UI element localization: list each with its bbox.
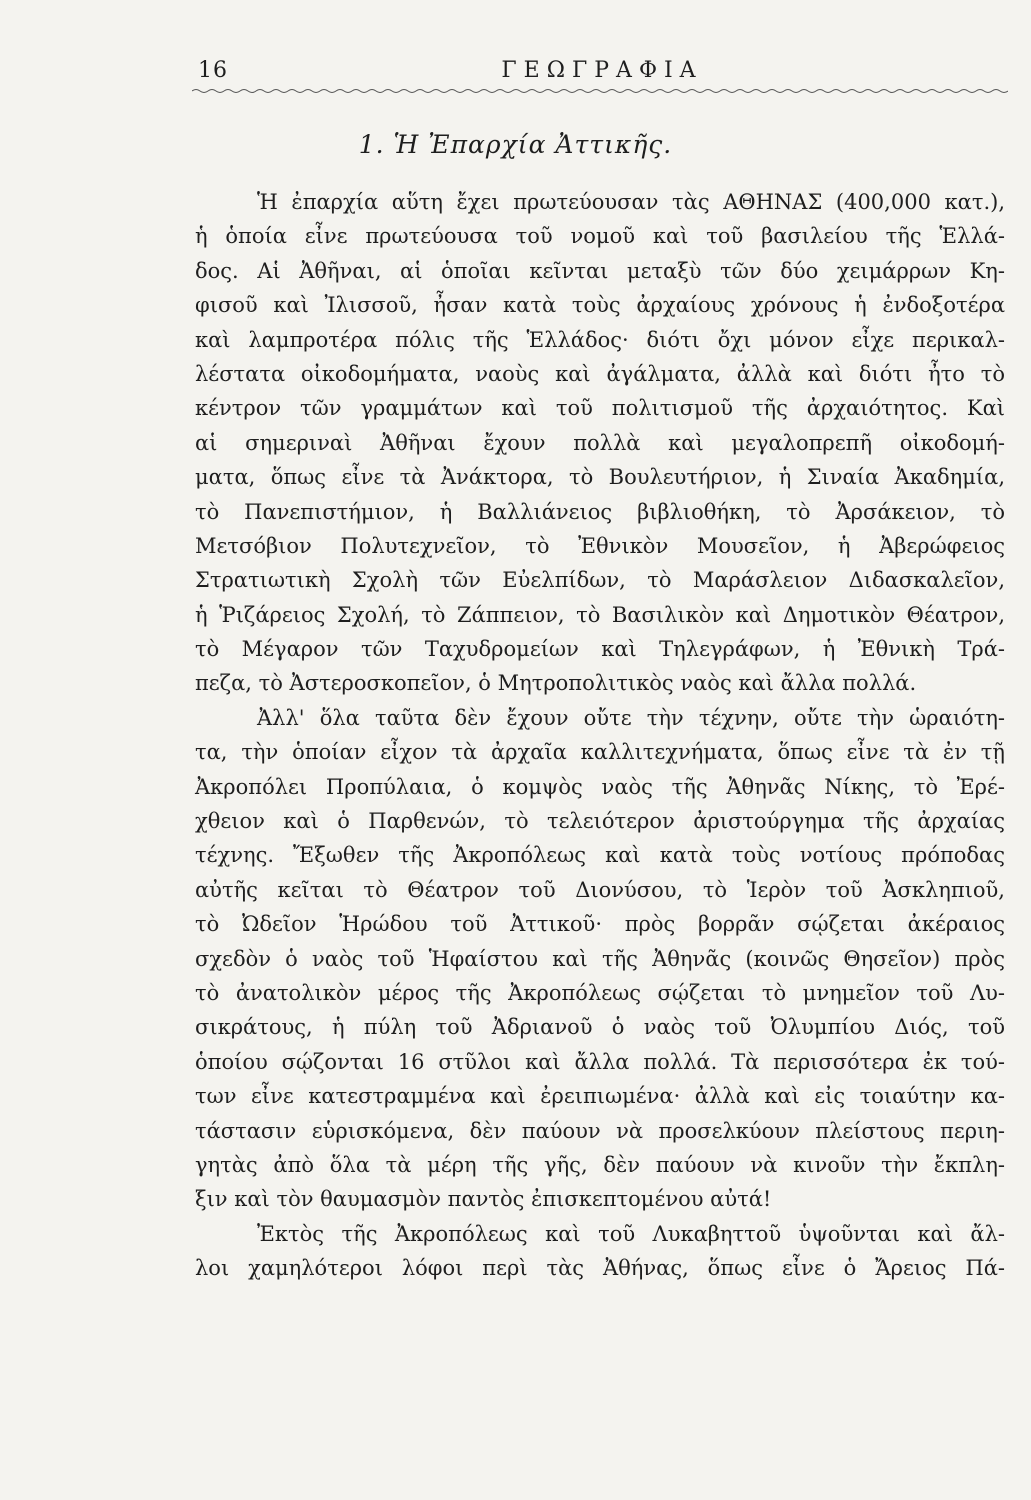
text-line: τέχνης. Ἔξωθεν τῆς Ἀκροπόλεως καὶ κατὰ τοὺς νοτίους πρόποδας	[195, 843, 1005, 868]
text-line: λοι χαμηλότεροι λόφοι περὶ τὰς Ἀθήνας, ὅπως εἶνε ὁ Ἄρειος Πά-	[195, 1256, 1005, 1281]
text-line: σικράτους, ἡ πύλη τοῦ Ἀδριανοῦ ὁ ναὸς τοῦ Ὀλυμπίου Διός, τοῦ	[195, 1015, 1005, 1040]
text-line: Ἀλλ' ὅλα ταῦτα δὲν ἔχουν οὔτε τὴν τέχνην, οὔτε τὴν ὡραιότη-	[257, 705, 1005, 730]
text-line: τὸ Ὠδεῖον Ἡρώδου τοῦ Ἀττικοῦ· πρὸς βορρᾶν σῴζεται ἀκέραιος	[195, 912, 1005, 937]
text-line: Στρατιωτικὴ Σχολὴ τῶν Εὐελπίδων, τὸ Μαράσλειον Διδασκαλεῖον,	[195, 568, 1005, 593]
page-number: 16	[198, 58, 228, 83]
text-line: φισοῦ καὶ Ἰλισσοῦ, ἦσαν κατὰ τοὺς ἀρχαίους χρόνους ἡ ἐνδοξοτέρα	[195, 293, 1005, 318]
text-line: χθειον καὶ ὁ Παρθενών, τὸ τελειότερον ἀριστούργημα τῆς ἀρχαίας	[195, 809, 1005, 834]
text-line: ματα, ὅπως εἶνε τὰ Ἀνάκτορα, τὸ Βουλευτήριον, ἡ Σιναία Ἀκαδημία,	[195, 465, 1005, 490]
text-line: αἱ σημεριναὶ Ἀθῆναι ἔχουν πολλὰ καὶ μεγαλοπρεπῆ οἰκοδομή-	[195, 430, 1005, 455]
page-header	[192, 58, 1012, 98]
text-line: λέστατα οἰκοδομήματα, ναοὺς καὶ ἀγάλματα, ἀλλὰ καὶ διότι ἦτο τὸ	[195, 361, 1005, 386]
text-line: γητὰς ἀπὸ ὅλα τὰ μέρη τῆς γῆς, δὲν παύουν νὰ κινοῦν τὴν ἔκπλη-	[195, 1152, 1005, 1177]
text-line: Ἡ ἐπαρχία αὕτη ἔχει πρωτεύουσαν τὰς ΑΘΗΝΑΣ (400,000 κατ.),	[257, 190, 1005, 214]
text-line: δος. Αἱ Ἀθῆναι, αἱ ὁποῖαι κεῖνται μεταξὺ τῶν δύο χειμάρρων Κη-	[195, 258, 1005, 283]
text-line: τὸ ἀνατολικὸν μέρος τῆς Ἀκροπόλεως σῴζεται τὸ μνημεῖον τοῦ Λυ-	[195, 980, 1005, 1005]
text-line: Ἀκροπόλει Προπύλαια, ὁ κομψὸς ναὸς τῆς Ἀθηνᾶς Νίκης, τὸ Ἐρέ-	[195, 774, 1005, 799]
text-line: σχεδὸν ὁ ναὸς τοῦ Ἡφαίστου καὶ τῆς Ἀθηνᾶς (κοινῶς Θησεῖον) πρὸς	[195, 946, 1005, 971]
text-line: ἡ Ῥιζάρειος Σχολή, τὸ Ζάππειον, τὸ Βασιλικὸν καὶ Δημοτικὸν Θέατρον,	[195, 602, 1005, 627]
text-line: ξιν καὶ τὸν θαυμασμὸν παντὸς ἐπισκεπτομένου αὐτά!	[195, 1187, 772, 1212]
text-line: τάστασιν εὑρισκόμενα, δὲν παύουν νὰ προσελκύουν πλείστους περιη-	[195, 1118, 1005, 1143]
decorative-wavy-rule	[192, 88, 1008, 94]
text-line: ὁποίου σῴζονται 16 στῦλοι καὶ ἄλλα πολλά. Τὰ περισσότερα ἐκ τού-	[195, 1049, 1005, 1074]
text-line: τὸ Πανεπιστήμιον, ἡ Βαλλιάνειος βιβλιοθήκη, τὸ Ἀρσάκειον, τὸ	[195, 499, 1005, 524]
section-title: 1. Ἡ Ἐπαρχία Ἀττικῆς.	[358, 130, 673, 159]
text-line: Μετσόβιον Πολυτεχνεῖον, τὸ Ἐθνικὸν Μουσεῖον, ἡ Ἀβερώφειος	[195, 533, 1005, 558]
text-line: των εἶνε κατεστραμμένα καὶ ἐρειπιωμένα· ἀλλὰ καὶ εἰς τοιαύτην κα-	[195, 1084, 1005, 1109]
text-line: πεζα, τὸ Ἀστεροσκοπεῖον, ὁ Μητροπολιτικὸς ναὸς καὶ ἄλλα πολλά.	[195, 671, 917, 696]
text-line: κέντρον τῶν γραμμάτων καὶ τοῦ πολιτισμοῦ τῆς ἀρχαιότητος. Καὶ	[195, 396, 1005, 421]
text-line: τὸ Μέγαρον τῶν Ταχυδρομείων καὶ Τηλεγράφων, ἡ Ἐθνικὴ Τρά-	[195, 637, 1005, 662]
running-title: ΓΕΩΓΡΑΦΙΑ	[501, 58, 703, 83]
body-text	[195, 185, 1005, 1286]
text-line: καὶ λαμπροτέρα πόλις τῆς Ἑλλάδος· διότι ὄχι μόνον εἶχε περικαλ-	[195, 327, 1005, 352]
text-line: ἡ ὁποία εἶνε πρωτεύουσα τοῦ νομοῦ καὶ τοῦ βασιλείου τῆς Ἑλλά-	[195, 224, 1005, 249]
text-line: αὐτῆς κεῖται τὸ Θέατρον τοῦ Διονύσου, τὸ Ἱερὸν τοῦ Ἀσκληπιοῦ,	[195, 877, 1005, 902]
text-line: Ἐκτὸς τῆς Ἀκροπόλεως καὶ τοῦ Λυκαβηττοῦ ὑψοῦνται καὶ ἄλ-	[257, 1221, 1005, 1246]
text-line: τα, τὴν ὁποίαν εἶχον τὰ ἀρχαῖα καλλιτεχνήματα, ὅπως εἶνε τὰ ἐν τῇ	[195, 740, 1005, 765]
